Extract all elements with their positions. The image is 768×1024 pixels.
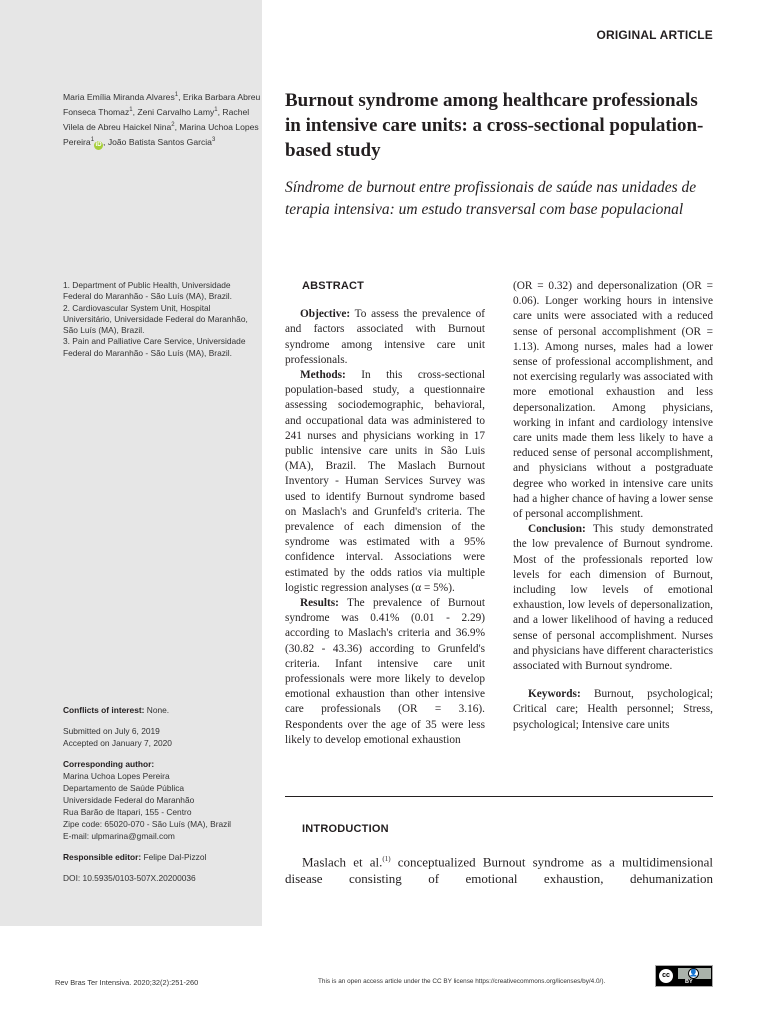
affiliation: 3. Pain and Palliative Care Service, Universidade Federal do Maranhão - São Luís (MA), Brazil. [63, 336, 246, 358]
orcid-icon[interactable]: iD [95, 142, 102, 149]
abstract-conclusion: Conclusion: This study demonstrated the low prevalence of Burnout syndrome. Most of the professionals reported low levels for each dimension of Burnout, including low levels of emotional exhaustion, low levels of depersonalization, and a lower likelihood of having a reduced sense of personal accomplishment. Nurses and physicians have different characteristics associated with Burnout syndrome. [513, 523, 713, 673]
responsible-editor: Responsible editor: Felipe Dal-Pizzol [63, 852, 207, 862]
by-label: BY [685, 979, 693, 985]
article-type: ORIGINAL ARTICLE [596, 28, 713, 42]
author-name: Marina Uchoa Lopes Pereira [63, 121, 259, 148]
submitted-date: Submitted on July 6, 2019 [63, 726, 160, 736]
abstract-heading: ABSTRACT [302, 280, 365, 292]
affiliation: 1. Department of Public Health, Universidade Federal do Maranhão - São Luís (MA), Brazil. [63, 280, 232, 302]
author-name: Erika Barbara Abreu Fonseca Thomaz [63, 91, 261, 117]
attribution-person-icon: 👤 [689, 970, 698, 977]
section-divider [285, 796, 713, 797]
license-notice: This is an open access article under the CC BY license https://creativecommons.org/licenses/by/4.0/). [318, 978, 606, 985]
abstract-objective: Objective: To assess the prevalence of and factors associated with Burnout syndrome among intensive care unit professionals. [285, 308, 485, 366]
article-title: Burnout syndrome among healthcare professionals in intensive care units: a cross-sectional population-based study [285, 90, 704, 161]
abstract-keywords: Keywords: Burnout, psychological; Critical care; Health personnel; Stress, psychological; Intensive care units [513, 688, 713, 731]
article-metadata [63, 704, 259, 893]
author-name: Zeni Carvalho Lamy [137, 106, 215, 117]
cc-by-license-badge[interactable] [655, 965, 713, 987]
email-link[interactable]: E-mail: ulpmarina@gmail.com [63, 831, 175, 841]
affiliation: 2. Cardiovascular System Unit, Hospital Universitário, Universidade Federal do Maranhão, São Luís (MA), Brazil. [63, 302, 248, 336]
doi-link[interactable]: DOI: 10.5935/0103-507X.20200036 [63, 873, 196, 883]
author-name: Maria Emília Miranda Alvares [63, 91, 175, 102]
introduction-body [285, 851, 713, 887]
abstract-results-continued: (OR = 0.32) and depersonalization (OR = 0.06). Longer working hours in intensive care units were associated with a reduced sense of personal accomplishment (OR = 1.13). Among nurses, males had a lower sense of professional accomplishment, and not exercising regularly was associated with more emotional exhaustion and less depersonalization. Among physicians, working in infant and cardiology intensive care units made them less likely to have a reduced sense of personal accomplishment, and physicians without a postgraduate degree who worked in intensive care units had a higher chance of having a lower sense of personal accomplishment. [513, 280, 713, 521]
conflicts-of-interest: Conflicts of interest: None. [63, 705, 170, 715]
submission-dates [63, 725, 259, 749]
accepted-date: Accepted on January 7, 2020 [63, 738, 172, 748]
author-list: Maria Emília Miranda Alvares$^1$, Erika Barbara Abreu Fonseca Thomaz$^1$, Zeni Carvalho Lamy$^1$, Rachel Vilela de Abreu Haickel Nina$^2$, Marina Uchoa Lopes Pereira$^1$iD , João Batista Santos Garcia$^3$ [63, 91, 261, 149]
corresponding-author: Corresponding author: Marina Uchoa Lopes Pereira Departamento de Saúde Pública Universidade Federal do Maranhão Rua Barão de Itapari, 155 - Centro Zipe code: 65020-070 - São Luís (MA), Brazil E-mail: ulpmarina@gmail.com [63, 758, 259, 842]
affiliations [63, 280, 259, 359]
article-subtitle: Síndrome de burnout entre profissionais de saúde nas unidades de terapia intensiva: um estudo transversal com base populacional [285, 179, 697, 218]
author-name: João Batista Santos Garcia [107, 137, 212, 148]
introduction-heading: INTRODUCTION [302, 823, 389, 835]
journal-citation: Rev Bras Ter Intensiva. 2020;32(2):251-260 [55, 978, 199, 987]
abstract-column-2 [513, 279, 713, 733]
author-name: Rachel Vilela de Abreu Haickel Nina [63, 106, 250, 132]
introduction-paragraph: Maslach et al.$^{(1)}$ conceptualized Burnout syndrome as a multidimensional disease consisting of emotional exhaustion, dehumanization [285, 854, 713, 887]
reference-link[interactable]: (1) [382, 855, 391, 863]
creative-commons-icon: cc [659, 969, 673, 983]
abstract-results: Results: The prevalence of Burnout syndrome was 0.41% (0.01 - 2.29) according to Maslach's criteria and 36.9% (30.82 - 43.36) according to Grunfeld's criteria. Infant intensive care unit professionals were more likely to develop emotional exhaustion than other intensive care professionals (OR = 3.16). Respondents over the age of 35 were less likely to develop emotional exhaustion [285, 597, 485, 746]
abstract-methods: Methods: In this cross-sectional population-based study, a questionnaire assessing sociodemographic, behavioral, and occupational data was administered to 241 nurses and physicians working in 17 public intensive care units in São Luis (MA), Brazil. The Maslach Burnout Inventory - Human Services Survey was used to identify Burnout syndrome based on Maslach's and Grunfeld's criteria. The prevalence of each dimension of the syndrome was estimated with a 95% confidence interval. Associations were estimated by the odds ratios via multiple logistic regression analyses (α = 5%). [285, 369, 485, 594]
abstract-column-1 [285, 279, 485, 748]
